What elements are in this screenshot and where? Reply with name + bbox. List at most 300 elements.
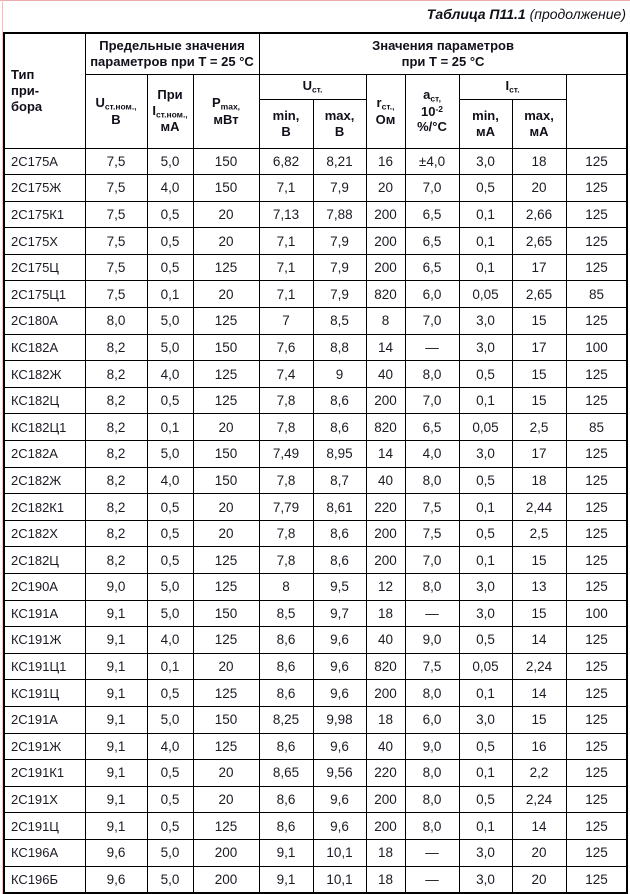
- value-cell: 0,1: [147, 653, 193, 680]
- value-cell: —: [405, 866, 459, 893]
- header-line: max,: [324, 107, 355, 123]
- symbol-base: U: [302, 78, 312, 94]
- value-cell: 5,0: [147, 600, 193, 627]
- header-u-min: [259, 99, 313, 148]
- value-cell: 200: [366, 813, 405, 840]
- device-type-cell: КС196Б: [4, 866, 85, 893]
- table-row: [4, 600, 627, 627]
- device-type-cell: 2С182А: [4, 441, 85, 468]
- value-cell: 9,1: [85, 653, 147, 680]
- value-cell: 0,5: [147, 680, 193, 707]
- value-cell: 0,1: [459, 547, 512, 574]
- value-cell: 200: [193, 866, 259, 893]
- value-cell: 0,5: [147, 201, 193, 228]
- value-cell: 20: [193, 494, 259, 521]
- value-cell: 4,0: [147, 627, 193, 654]
- value-cell: 9,6: [313, 653, 366, 680]
- device-type-cell: 2С191А: [4, 706, 85, 733]
- device-type-cell: 2С182К1: [4, 494, 85, 521]
- value-cell: 8,8: [313, 334, 366, 361]
- value-cell: 9,6: [313, 813, 366, 840]
- symbol-subscript: ст.ном.,: [155, 109, 188, 120]
- value-cell: 6,5: [405, 228, 459, 255]
- table-row: [4, 175, 627, 202]
- value-cell: 7,9: [313, 175, 366, 202]
- value-cell: 18: [366, 866, 405, 893]
- value-cell: 125: [193, 627, 259, 654]
- value-cell: 9,56: [313, 760, 366, 787]
- table-row: [4, 254, 627, 281]
- value-cell: 7,88: [313, 201, 366, 228]
- value-cell: 8: [366, 308, 405, 335]
- table-row: [4, 653, 627, 680]
- header-group-parameter-values: [259, 33, 627, 74]
- value-cell: 20: [193, 228, 259, 255]
- value-cell: 150: [193, 600, 259, 627]
- value-cell: 8,2: [85, 467, 147, 494]
- value-cell: 220: [366, 494, 405, 521]
- value-cell: 9,6: [313, 627, 366, 654]
- value-cell: 15: [512, 387, 566, 414]
- header-line: [367, 95, 405, 112]
- value-cell: 125: [566, 706, 627, 733]
- header-unit: мА: [529, 123, 549, 139]
- value-cell: 125: [566, 547, 627, 574]
- header-u-st-nom: [85, 74, 147, 148]
- table-header: [4, 33, 627, 148]
- value-cell: 125: [566, 254, 627, 281]
- symbol-base: a: [423, 86, 431, 102]
- value-cell: 7: [259, 308, 313, 335]
- value-cell: 6,0: [405, 706, 459, 733]
- value-cell: 150: [193, 441, 259, 468]
- value-cell: 6,82: [259, 148, 313, 175]
- value-cell: 8,0: [405, 467, 459, 494]
- value-cell: 5,0: [147, 334, 193, 361]
- value-cell: 9,1: [85, 627, 147, 654]
- value-cell: 125: [566, 441, 627, 468]
- value-cell: 10,1: [313, 839, 366, 866]
- symbol-base: I: [505, 78, 510, 94]
- value-cell: 0,05: [459, 414, 512, 441]
- value-cell: 7,4: [259, 361, 313, 388]
- header-unit: В: [111, 111, 121, 127]
- header-unit: %/°C: [417, 119, 447, 135]
- value-cell: 200: [366, 547, 405, 574]
- device-type-cell: КС191А: [4, 600, 85, 627]
- value-cell: 8,6: [259, 627, 313, 654]
- value-cell: 125: [193, 361, 259, 388]
- value-cell: 7,8: [259, 467, 313, 494]
- device-type-cell: КС191Ж: [4, 627, 85, 654]
- value-cell: 100: [566, 600, 627, 627]
- value-cell: 0,05: [459, 281, 512, 308]
- value-cell: 125: [566, 201, 627, 228]
- table-row: [4, 866, 627, 893]
- device-type-cell: КС191Ц: [4, 680, 85, 707]
- value-cell: 0,5: [459, 175, 512, 202]
- value-cell: 125: [193, 254, 259, 281]
- value-cell: 820: [366, 653, 405, 680]
- value-cell: 125: [566, 361, 627, 388]
- value-cell: 0,5: [147, 387, 193, 414]
- symbol-base: 10: [421, 103, 436, 119]
- value-cell: 9,6: [85, 866, 147, 893]
- value-cell: 40: [366, 733, 405, 760]
- table-row: [4, 201, 627, 228]
- value-cell: 8,0: [405, 574, 459, 601]
- header-unit: Ом: [375, 111, 396, 127]
- header-r-st: [366, 74, 405, 148]
- value-cell: 820: [366, 281, 405, 308]
- symbol-base: U: [95, 94, 105, 110]
- value-cell: 8,6: [259, 653, 313, 680]
- header-mid-row: [4, 74, 627, 99]
- value-cell: 200: [366, 786, 405, 813]
- value-cell: 20: [193, 760, 259, 787]
- value-cell: 7,0: [405, 308, 459, 335]
- value-cell: 220: [366, 760, 405, 787]
- device-type-cell: 2С182Х: [4, 520, 85, 547]
- value-cell: 8,2: [85, 334, 147, 361]
- value-cell: 0,5: [147, 254, 193, 281]
- value-cell: 125: [566, 733, 627, 760]
- value-cell: 3,0: [459, 308, 512, 335]
- table-row: [4, 760, 627, 787]
- value-cell: 8,25: [259, 706, 313, 733]
- table-row: [4, 520, 627, 547]
- value-cell: 5,0: [147, 148, 193, 175]
- value-cell: 18: [512, 467, 566, 494]
- header-i-min: [459, 99, 512, 148]
- symbol-subscript: ст.: [509, 84, 520, 95]
- value-cell: 5,0: [147, 441, 193, 468]
- value-cell: 4,0: [405, 441, 459, 468]
- value-cell: 3,0: [459, 574, 512, 601]
- value-cell: 7,13: [259, 201, 313, 228]
- value-cell: 100: [566, 334, 627, 361]
- value-cell: 7,5: [405, 653, 459, 680]
- value-cell: 2,44: [512, 494, 566, 521]
- header-p-max: [193, 74, 259, 148]
- value-cell: 4,0: [147, 467, 193, 494]
- header-line: Предельные значения: [99, 37, 245, 53]
- value-cell: 4,0: [147, 733, 193, 760]
- table-row: [4, 813, 627, 840]
- header-line: при-: [11, 82, 40, 98]
- value-cell: 2,66: [512, 201, 566, 228]
- value-cell: 150: [193, 706, 259, 733]
- value-cell: 9,0: [405, 733, 459, 760]
- value-cell: 7,6: [259, 334, 313, 361]
- value-cell: 12: [366, 574, 405, 601]
- value-cell: 7,0: [405, 387, 459, 414]
- value-cell: 7,5: [85, 175, 147, 202]
- value-cell: 125: [566, 574, 627, 601]
- value-cell: 9,1: [85, 813, 147, 840]
- value-cell: 4,0: [147, 175, 193, 202]
- value-cell: 17: [512, 334, 566, 361]
- value-cell: 150: [193, 334, 259, 361]
- value-cell: 20: [193, 653, 259, 680]
- value-cell: 9,6: [85, 839, 147, 866]
- value-cell: 125: [566, 627, 627, 654]
- symbol-base: r: [376, 94, 382, 110]
- table-row: [4, 414, 627, 441]
- device-type-cell: 2С175Ц1: [4, 281, 85, 308]
- header-pri-i-st-nom: [147, 74, 193, 148]
- device-type-cell: 2С180А: [4, 308, 85, 335]
- value-cell: 7,49: [259, 441, 313, 468]
- value-cell: 17: [512, 441, 566, 468]
- symbol-subscript: ст.ном.,: [104, 101, 137, 112]
- zener-parameters-table: [3, 32, 628, 894]
- value-cell: 0,5: [147, 547, 193, 574]
- value-cell: 200: [366, 254, 405, 281]
- value-cell: 125: [566, 228, 627, 255]
- value-cell: 10,1: [313, 866, 366, 893]
- value-cell: 3,0: [459, 441, 512, 468]
- value-cell: 8,6: [259, 786, 313, 813]
- value-cell: 8,5: [313, 308, 366, 335]
- value-cell: 5,0: [147, 574, 193, 601]
- value-cell: 15: [512, 308, 566, 335]
- value-cell: 5,0: [147, 706, 193, 733]
- value-cell: 7,8: [259, 520, 313, 547]
- value-cell: 9,7: [313, 600, 366, 627]
- value-cell: 9,6: [313, 680, 366, 707]
- value-cell: 8,2: [85, 494, 147, 521]
- header-line: При: [157, 86, 183, 102]
- table-row: [4, 334, 627, 361]
- symbol-base: P: [211, 94, 221, 110]
- value-cell: 5,0: [147, 866, 193, 893]
- value-cell: 0,1: [459, 680, 512, 707]
- value-cell: 9,6: [313, 733, 366, 760]
- value-cell: 7,5: [405, 520, 459, 547]
- value-cell: 7,5: [85, 201, 147, 228]
- value-cell: 3,0: [459, 148, 512, 175]
- device-type-cell: 2С191Ж: [4, 733, 85, 760]
- value-cell: 9,0: [405, 627, 459, 654]
- value-cell: 18: [366, 839, 405, 866]
- value-cell: 7,9: [313, 281, 366, 308]
- value-cell: —: [405, 334, 459, 361]
- value-cell: 125: [193, 547, 259, 574]
- value-cell: 6,0: [405, 281, 459, 308]
- value-cell: 9,6: [313, 786, 366, 813]
- table-row: [4, 494, 627, 521]
- value-cell: 8,2: [85, 414, 147, 441]
- table-title-note: (продолжение): [525, 6, 626, 22]
- device-type-cell: 2С175Ж: [4, 175, 85, 202]
- value-cell: 9: [313, 361, 366, 388]
- header-line: [406, 104, 459, 120]
- value-cell: 125: [566, 387, 627, 414]
- header-line: при Т = 25 °C: [401, 53, 485, 69]
- scan-artifact-top: [0, 0, 630, 1]
- value-cell: 125: [566, 786, 627, 813]
- value-cell: 8,65: [259, 760, 313, 787]
- table-row: [4, 228, 627, 255]
- value-cell: 3,0: [459, 706, 512, 733]
- value-cell: 8,95: [313, 441, 366, 468]
- value-cell: 4,0: [147, 361, 193, 388]
- value-cell: 125: [566, 866, 627, 893]
- value-cell: 8,6: [313, 547, 366, 574]
- value-cell: 8,6: [259, 813, 313, 840]
- value-cell: 13: [512, 574, 566, 601]
- value-cell: 6,5: [405, 254, 459, 281]
- value-cell: 2,2: [512, 760, 566, 787]
- value-cell: —: [405, 600, 459, 627]
- value-cell: 0,1: [459, 494, 512, 521]
- value-cell: 7,1: [259, 228, 313, 255]
- value-cell: 7,1: [259, 281, 313, 308]
- value-cell: 20: [366, 175, 405, 202]
- header-line: [86, 95, 147, 112]
- value-cell: 40: [366, 627, 405, 654]
- header-a-st: [405, 74, 459, 148]
- value-cell: 20: [512, 866, 566, 893]
- header-line: Значения параметров: [372, 37, 514, 53]
- value-cell: 820: [366, 414, 405, 441]
- value-cell: 20: [193, 281, 259, 308]
- value-cell: 14: [512, 627, 566, 654]
- value-cell: 7,1: [259, 175, 313, 202]
- device-type-cell: 2С182Ж: [4, 467, 85, 494]
- table-title-number: Таблица П11.1: [426, 6, 526, 22]
- value-cell: 125: [193, 387, 259, 414]
- value-cell: 8,0: [405, 760, 459, 787]
- value-cell: 0,5: [459, 786, 512, 813]
- value-cell: 200: [366, 228, 405, 255]
- table-row: [4, 441, 627, 468]
- header-line: [406, 87, 459, 104]
- device-type-cell: 2С175А: [4, 148, 85, 175]
- value-cell: 2,24: [512, 786, 566, 813]
- value-cell: 40: [366, 467, 405, 494]
- value-cell: 200: [366, 520, 405, 547]
- table-row: [4, 387, 627, 414]
- value-cell: 15: [512, 706, 566, 733]
- value-cell: 125: [566, 839, 627, 866]
- table-row: [4, 281, 627, 308]
- value-cell: 9,1: [85, 733, 147, 760]
- value-cell: 9,0: [85, 574, 147, 601]
- value-cell: 7,9: [313, 228, 366, 255]
- table-row: [4, 627, 627, 654]
- value-cell: 0,5: [147, 786, 193, 813]
- value-cell: 0,1: [459, 201, 512, 228]
- header-device-type: [4, 33, 85, 148]
- value-cell: 8,21: [313, 148, 366, 175]
- value-cell: 125: [566, 494, 627, 521]
- value-cell: 7,5: [405, 494, 459, 521]
- value-cell: 8,6: [313, 520, 366, 547]
- value-cell: 8,2: [85, 520, 147, 547]
- value-cell: 2,5: [512, 520, 566, 547]
- value-cell: 125: [566, 653, 627, 680]
- value-cell: 125: [193, 733, 259, 760]
- value-cell: 0,5: [147, 228, 193, 255]
- value-cell: 9,98: [313, 706, 366, 733]
- value-cell: 150: [193, 148, 259, 175]
- value-cell: 7,9: [313, 254, 366, 281]
- value-cell: 7,8: [259, 387, 313, 414]
- header-group-row: [4, 33, 627, 74]
- value-cell: 18: [366, 600, 405, 627]
- table-row: [4, 361, 627, 388]
- value-cell: 0,1: [459, 228, 512, 255]
- value-cell: 8,6: [259, 680, 313, 707]
- value-cell: 9,5: [313, 574, 366, 601]
- table-row: [4, 308, 627, 335]
- value-cell: 3,0: [459, 334, 512, 361]
- value-cell: 14: [512, 813, 566, 840]
- table-row: [4, 786, 627, 813]
- value-cell: 8,7: [313, 467, 366, 494]
- value-cell: 9,1: [85, 706, 147, 733]
- value-cell: 0,1: [147, 414, 193, 441]
- value-cell: 0,5: [147, 813, 193, 840]
- value-cell: 8,0: [405, 680, 459, 707]
- value-cell: 15: [512, 547, 566, 574]
- value-cell: 2,65: [512, 281, 566, 308]
- value-cell: 0,1: [459, 387, 512, 414]
- device-type-cell: 2С190А: [4, 574, 85, 601]
- value-cell: 0,5: [147, 520, 193, 547]
- value-cell: 7,1: [259, 254, 313, 281]
- device-type-cell: 2С191Х: [4, 786, 85, 813]
- value-cell: 0,5: [147, 760, 193, 787]
- value-cell: 125: [566, 467, 627, 494]
- value-cell: 17: [512, 254, 566, 281]
- value-cell: 16: [366, 148, 405, 175]
- header-line: бора: [11, 98, 43, 114]
- header-line: параметров при Т = 25 °C: [90, 53, 254, 69]
- value-cell: 9,1: [259, 866, 313, 893]
- value-cell: 7,0: [405, 175, 459, 202]
- value-cell: 14: [366, 441, 405, 468]
- value-cell: 7,5: [85, 254, 147, 281]
- value-cell: 8,0: [85, 308, 147, 335]
- table-row: [4, 733, 627, 760]
- header-unit: В: [334, 123, 345, 139]
- value-cell: 18: [512, 148, 566, 175]
- value-cell: 16: [512, 733, 566, 760]
- value-cell: —: [405, 839, 459, 866]
- symbol-superscript: -2: [435, 103, 444, 114]
- value-cell: 125: [193, 680, 259, 707]
- value-cell: 2,24: [512, 653, 566, 680]
- value-cell: 8,2: [85, 441, 147, 468]
- device-type-cell: 2С175Ц: [4, 254, 85, 281]
- symbol-subscript: ст.,: [381, 101, 395, 112]
- device-type-cell: КС182А: [4, 334, 85, 361]
- value-cell: 125: [193, 574, 259, 601]
- value-cell: 125: [193, 308, 259, 335]
- value-cell: 0,1: [147, 281, 193, 308]
- value-cell: 5,0: [147, 308, 193, 335]
- value-cell: 40: [366, 361, 405, 388]
- table-row: [4, 680, 627, 707]
- device-type-cell: КС182Ц1: [4, 414, 85, 441]
- value-cell: 20: [512, 175, 566, 202]
- value-cell: 8,5: [259, 600, 313, 627]
- header-unit: мА: [160, 119, 180, 135]
- value-cell: 125: [566, 760, 627, 787]
